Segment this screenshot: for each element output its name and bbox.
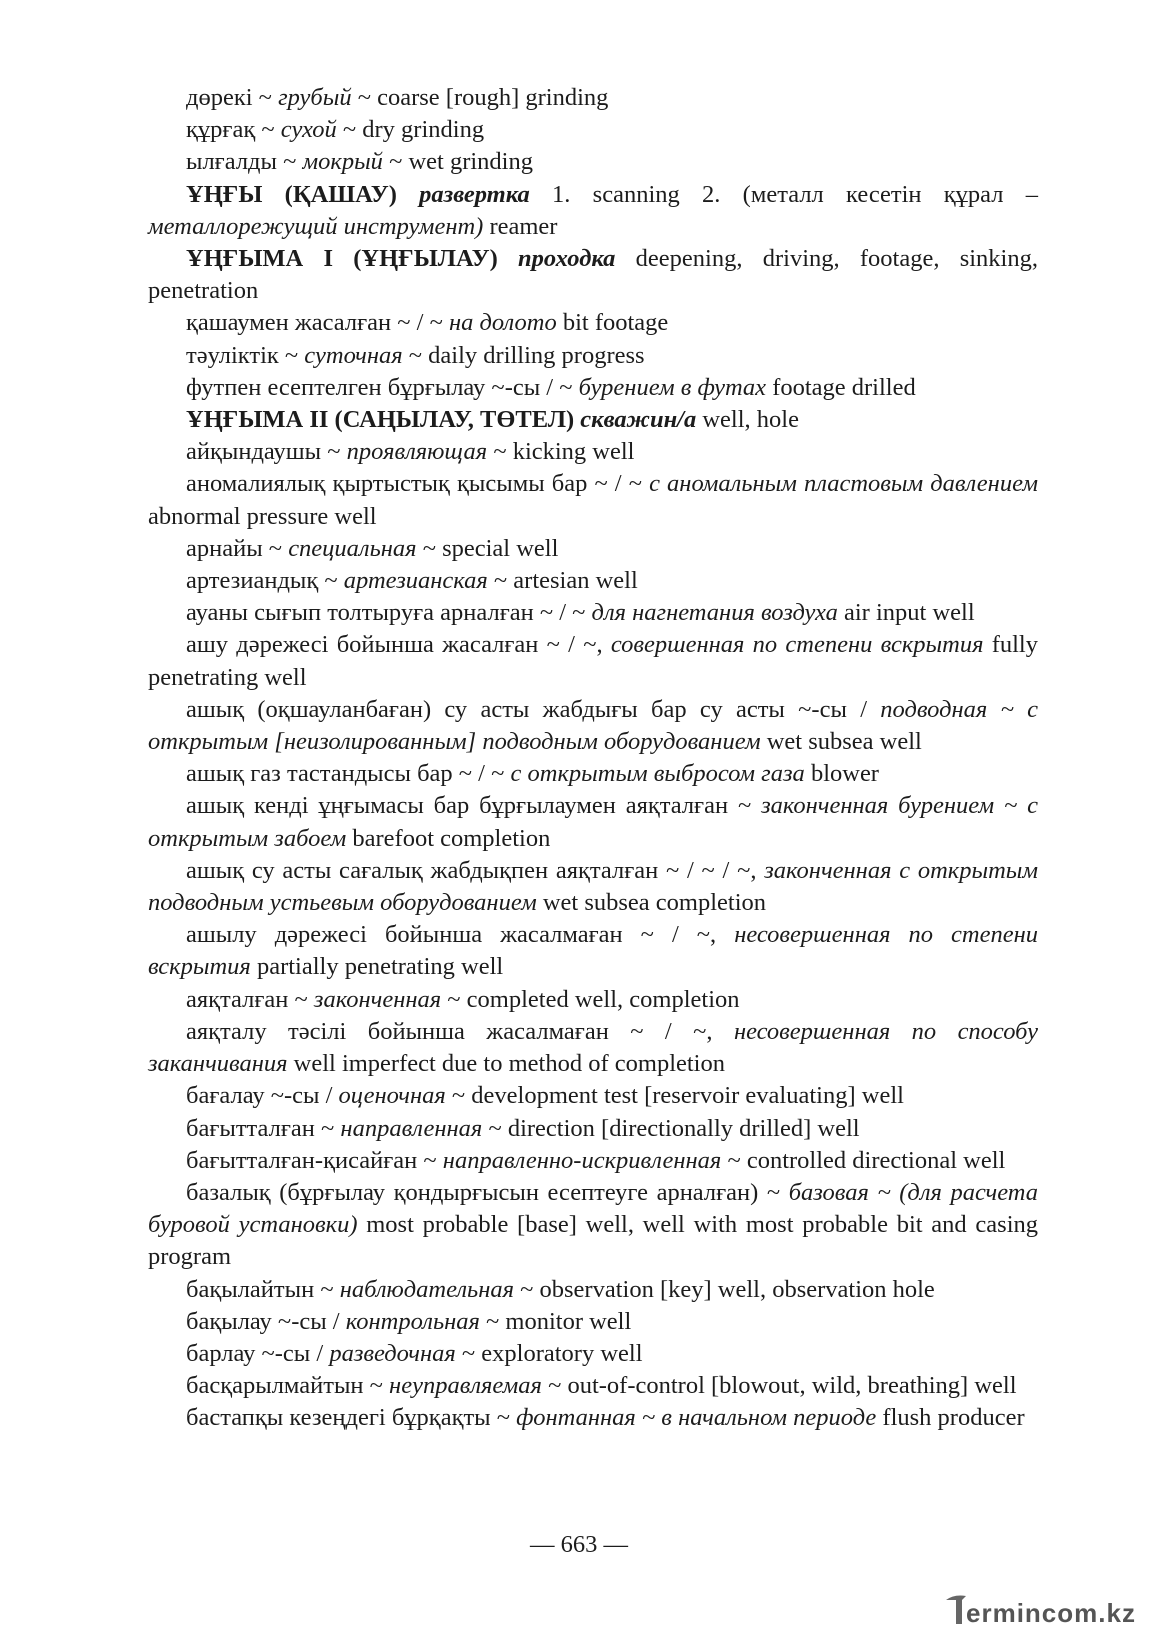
- dictionary-entry: [148, 372, 1038, 404]
- entry-text-run: reamer: [483, 212, 558, 240]
- dictionary-entry: [148, 984, 1038, 1016]
- entry-text-run: ҰҢҒЫМА II (САҢЫЛАУ, ТӨТЕЛ): [186, 406, 581, 434]
- dictionary-entry: [148, 533, 1038, 565]
- entry-text-run: футпен есептелген бұрғылау ~-сы / ~: [186, 373, 579, 401]
- dictionary-entry: [148, 1113, 1038, 1145]
- entry-text-run: wet subsea well: [760, 728, 922, 756]
- dictionary-page-body: [148, 82, 1038, 1435]
- dictionary-entry: [148, 1177, 1038, 1274]
- entry-text-run: ~ coarse [rough] grinding: [351, 84, 609, 111]
- entry-text-run: с аномальным пластовым давлением: [649, 470, 1038, 498]
- entry-text-run: арнайы ~: [186, 534, 289, 562]
- entry-text-run: аяқталған ~: [186, 985, 314, 1013]
- entry-text-run: ~ controlled directional well: [721, 1146, 1006, 1174]
- entry-text-run: барлау ~-сы /: [186, 1339, 330, 1367]
- dictionary-entry: [148, 1080, 1038, 1112]
- dictionary-entry: [148, 1274, 1038, 1306]
- entry-text-run: аномалиялық қыртыстық қысымы бар ~ / ~: [186, 470, 650, 498]
- entry-text-run: бақылайтын ~: [186, 1275, 340, 1303]
- entry-text-run: направленная: [340, 1114, 483, 1142]
- entry-text-run: ~ artesian well: [487, 567, 638, 595]
- entry-text-run: мокрый: [302, 148, 383, 176]
- entry-text-run: құрғақ ~: [186, 116, 281, 144]
- entry-text-run: законченная с открытым подводным устьевым оборудованием: [148, 856, 1038, 917]
- dictionary-entry: [148, 694, 1038, 758]
- entry-text-run: ашу дәрежесі бойынша жасалған ~ / ~,: [186, 631, 611, 659]
- entry-text-run: контрольная: [345, 1307, 480, 1335]
- dictionary-entry: [148, 919, 1038, 983]
- entry-text-run: flush producer: [876, 1404, 1025, 1432]
- dictionary-entry: [148, 1370, 1038, 1402]
- entry-text-run: ~ daily drilling progress: [402, 341, 645, 369]
- entry-text-run: well, hole: [696, 406, 799, 434]
- dictionary-entry: [148, 565, 1038, 597]
- entry-text-run: законченная: [313, 985, 442, 1013]
- dictionary-entry: [148, 855, 1038, 919]
- entry-text-run: для нагнетания воздуха: [591, 599, 838, 627]
- entry-text-run: айқындаушы ~: [186, 438, 347, 466]
- entry-text-run: ашық су асты сағалық жабдықпен аяқталған ~ / ~ / ~,: [186, 856, 765, 884]
- entry-text-run: ҰҢҒЫ (ҚАШАУ): [186, 180, 420, 208]
- entry-text-run: air input well: [837, 599, 975, 627]
- dictionary-entry: [148, 790, 1038, 854]
- dictionary-entry: [148, 340, 1038, 372]
- entry-text-run: ~ out-of-control [blowout, wild, breathing] well: [541, 1372, 1017, 1400]
- entry-text-run: ~ kicking well: [487, 438, 635, 466]
- entry-text-run: базалық (бұрғылау қондырғысын есептеуге арналған) ~: [186, 1178, 789, 1206]
- dictionary-entry: [148, 468, 1038, 532]
- entry-text-run: ~ development test [reservoir evaluating] well: [445, 1082, 904, 1110]
- dictionary-entry: [148, 629, 1038, 693]
- entry-text-run: аяқталу тәсілі бойынша жасалмаған ~ / ~,: [186, 1017, 734, 1045]
- entry-text-run: ҰҢҒЫМА I (ҰҢҒЫЛАУ): [186, 245, 518, 273]
- entry-text-run: wet subsea completion: [536, 889, 767, 917]
- entry-text-run: ~ dry grinding: [336, 116, 485, 144]
- entry-text-run: ~ wet grinding: [382, 148, 533, 176]
- entry-text-run: наблюдательная: [339, 1275, 515, 1303]
- dictionary-entry: [148, 1338, 1038, 1370]
- entry-text-run: проявляющая: [346, 438, 488, 466]
- entry-text-run: с открытым выбросом газа: [510, 760, 805, 788]
- entry-text-run: несовершенная по степени вскрытия: [148, 921, 1038, 981]
- entry-text-run: ~ observation [key] well, observation hole: [514, 1275, 935, 1303]
- entry-text-run: ашық газ тастандысы бар ~ / ~: [186, 760, 511, 788]
- entry-text-run: артезиандық ~: [186, 567, 344, 595]
- entry-text-run: бағалау ~-сы /: [186, 1082, 339, 1110]
- entry-text-run: сухой: [280, 116, 337, 144]
- entry-text-run: направленно-искривленная: [442, 1146, 722, 1174]
- entry-text-run: ашылу дәрежесі бойынша жасалмаған ~ / ~,: [186, 921, 735, 949]
- entry-text-run: законченная бурением ~ с открытым забоем: [148, 792, 1038, 852]
- dictionary-entry: [148, 1402, 1038, 1434]
- entry-text-run: ауаны сығып толтыруға арналған ~ / ~: [186, 599, 592, 627]
- entry-text-run: abnormal pressure well: [148, 502, 377, 530]
- entry-text-run: базовая ~ (для расчета буровой установки): [148, 1178, 1038, 1239]
- dictionary-entry: [148, 597, 1038, 629]
- dictionary-entry: [148, 114, 1038, 146]
- termincom-logo: [940, 1590, 1140, 1630]
- dictionary-entry: [148, 436, 1038, 468]
- entry-text-run: ~ direction [directionally drilled] well: [482, 1114, 860, 1142]
- entry-text-run: проходка: [518, 245, 616, 273]
- entry-text-run: deepening, driving, footage, sinking, penetration: [148, 245, 1038, 305]
- entry-text-run: бурением в футах: [578, 373, 767, 401]
- termincom-logo-mark: [940, 1590, 1140, 1630]
- entry-text-run: ылғалды ~: [186, 148, 303, 176]
- entry-text-run: специальная: [288, 534, 417, 562]
- dictionary-entry: [148, 179, 1038, 243]
- entry-text-run: қашаумен жасалған ~ / ~: [186, 309, 449, 337]
- dictionary-entry: [148, 243, 1038, 307]
- entry-text-run: well imperfect due to method of completion: [287, 1050, 725, 1078]
- entry-text-run: подводная ~ с открытым [неизолированным] подводным оборудованием: [148, 695, 1038, 756]
- entry-text-run: суточная: [304, 341, 403, 369]
- entry-text-run: неуправляемая: [389, 1372, 542, 1400]
- svg-text:ermincom.kz: ermincom.kz: [966, 1598, 1136, 1628]
- entry-text-run: partially penetrating well: [250, 953, 504, 981]
- dictionary-entry: [148, 1306, 1038, 1338]
- entry-text-run: ~ exploratory well: [455, 1339, 643, 1367]
- entry-text-run: грубый: [278, 84, 352, 111]
- page-number: — 663 —: [530, 1531, 628, 1558]
- entry-text-run: тәуліктік ~: [186, 341, 305, 369]
- entry-text-run: бастапқы кезеңдегі бұрқақты ~: [186, 1404, 517, 1432]
- entry-text-run: ~ monitor well: [479, 1307, 632, 1335]
- entry-text-run: bit footage: [556, 309, 669, 337]
- entry-text-run: ~ special well: [416, 534, 559, 562]
- dictionary-entry: [148, 146, 1038, 178]
- entry-text-run: металлорежущий инструмент): [148, 212, 484, 240]
- entry-text-run: фонтанная ~ в начальном периоде: [516, 1404, 877, 1432]
- entry-text-run: barefoot completion: [346, 824, 551, 852]
- entry-text-run: 1. scanning 2. (металл кесетін құрал –: [529, 180, 1038, 208]
- entry-text-run: развертка: [419, 180, 530, 208]
- entry-text-run: совершенная по степени вскрытия: [610, 631, 984, 659]
- entry-text-run: разведочная: [329, 1339, 456, 1367]
- entry-text-run: оценочная: [338, 1082, 446, 1110]
- entry-text-run: blower: [804, 760, 879, 788]
- dictionary-entry: [148, 1145, 1038, 1177]
- entry-text-run: footage drilled: [766, 373, 916, 401]
- dictionary-entry: [148, 82, 1038, 114]
- entry-text-run: на долото: [448, 309, 557, 337]
- entry-text-run: most probable [base] well, well with most probable bit and casing program: [148, 1211, 1038, 1271]
- entry-text-run: артезианская: [343, 567, 488, 595]
- dictionary-entry: [148, 404, 1038, 436]
- dictionary-entry: [148, 1016, 1038, 1080]
- entry-text-run: дөрекі ~: [186, 84, 279, 111]
- entry-text-run: несовершенная по способу заканчивания: [148, 1017, 1039, 1078]
- entry-text-run: бағытталған ~: [186, 1114, 341, 1142]
- entry-text-run: ~ completed well, completion: [441, 985, 740, 1013]
- dictionary-entry: [148, 758, 1038, 790]
- entry-text-run: fully penetrating well: [148, 631, 1038, 691]
- entry-text-run: скважин/а: [580, 406, 697, 434]
- entry-text-run: ашық (оқшауланбаған) су асты жабдығы бар су асты ~-сы /: [186, 695, 881, 723]
- entry-text-run: бақылау ~-сы /: [186, 1307, 346, 1335]
- dictionary-entry: [148, 307, 1038, 339]
- entry-text-run: бағытталған-қисайған ~: [186, 1146, 443, 1174]
- entry-text-run: басқарылмайтын ~: [186, 1372, 390, 1400]
- entry-text-run: ашық кенді ұңғымасы бар бұрғылаумен аяқталған ~: [186, 792, 762, 820]
